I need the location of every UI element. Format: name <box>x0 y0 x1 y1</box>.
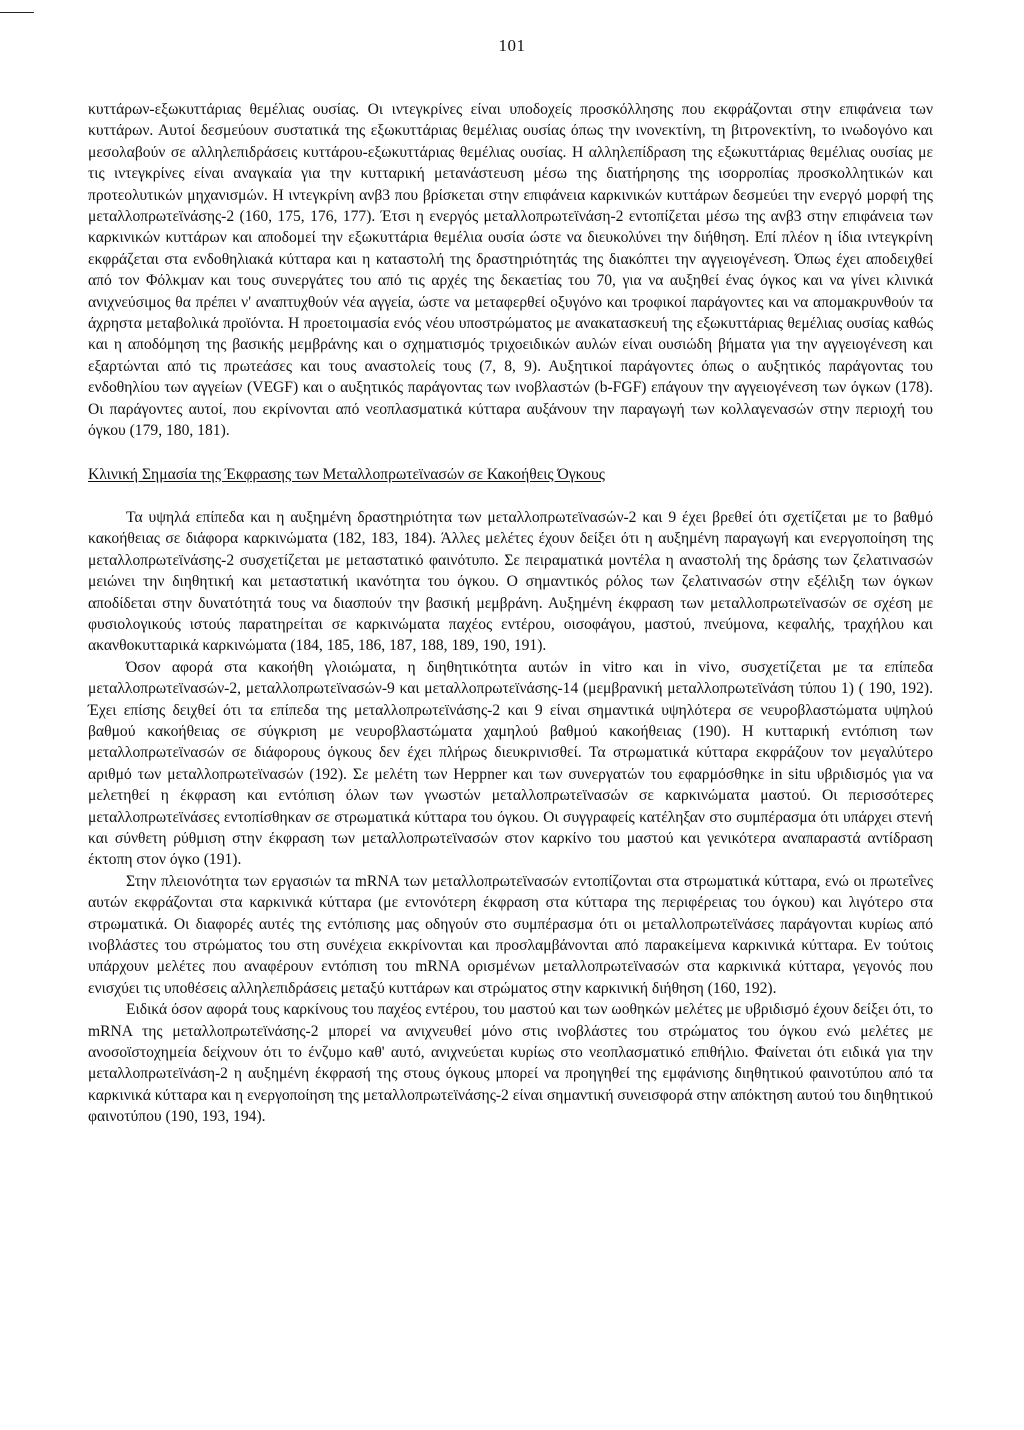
section-heading: Κλινική Σημασία της Έκφρασης των Μεταλλοπρωτεϊνασών σε Κακοήθεις Όγκους <box>88 465 605 483</box>
paragraph-2: Όσον αφορά στα κακοήθη γλοιώματα, η διηθητικότητα αυτών in vitro και in vivo, συσχετίζεται με τα επίπεδα μεταλλοπρωτεϊνασών-2, μεταλλοπρωτεϊνασών-9 και μεταλλοπρωτεϊνάσης-14 (μεμβρανική μεταλλοπρωτεϊνάση τύπου 1) ( 190, 192). Έχει επίσης δειχθεί ότι τα επίπεδα της μεταλλοπρωτεϊνάσης-2 και 9 είναι σημαντικά υψηλότερα σε νευροβλαστώματα υψηλού βαθμού κακοήθειας σε σύγκριση με νευροβλαστώματα χαμηλού βαθμού κακοήθειας (190). Η κυτταρική εντόπιση των μεταλλοπρωτεϊνασών σε διάφορους όγκους δεν έχει πλήρως διευκρινισθεί. Τα στρωματικά κύτταρα εκφράζουν τον μεγαλύτερο αριθμό των μεταλλοπρωτεϊνασών (192). Σε μελέτη των Heppner και των συνεργατών του εφαρμόσθηκε in situ υβριδισμός για να μελετηθεί η έκφραση και εντόπιση όλων των γνωστών μεταλλοπρωτεϊνασών σε καρκινώματα μαστού. Οι περισσότερες μεταλλοπρωτεϊνάσες εντοπίσθηκαν σε στρωματικά κύτταρα του όγκου. Οι συγγραφείς κατέληξαν στο συμπέρασμα ότι υπάρχει στενή και σύνθετη ρύθμιση στην έκφραση των μεταλλοπρωτεϊνασών στον καρκίνο του μαστού και γενικότερα αναπαραστά αντίδραση έκτοπη στον όγκο (191). <box>88 658 933 869</box>
paragraph-3: Στην πλειονότητα των εργασιών τα mRNA των μεταλλοπρωτεϊνασών εντοπίζονται στα στρωματικά κύτταρα, ενώ οι πρωτεΐνες αυτών εκφράζονται στα καρκινικά κύτταρα (με εντονότερη έκφραση στα κύτταρα της περιφέρειας του όγκου) και λιγότερο στα στρωματικά. Οι διαφορές αυτές της εντόπισης μας οδηγούν στο συμπέρασμα ότι οι μεταλλοπρωτεϊνάσες παράγονται κυρίως από ινοβλάστες του στρώματος του στη συνέχεια εκκρίνονται και προσλαμβάνονται από παρακείμενα καρκινικά κύτταρα. Εν τούτοις υπάρχουν μελέτες που αναφέρουν εντόπιση του mRNA ορισμένων μεταλλοπρωτεϊνασών στα καρκινικά κύτταρα, γεγονός που ενισχύει τις υποθέσεις αλληλεπιδράσεις μεταξύ κυττάρων και στρώματος στην καρκινική διήθηση (160, 192). <box>88 872 933 997</box>
document-body <box>88 99 933 1128</box>
paragraph-continued: κυττάρων-εξωκυττάριας θεμέλιας ουσίας. Οι ιντεγκρίνες είναι υποδοχείς προσκόλλησης που εκφράζονται στην επιφάνεια των κυττάρων. Αυτοί δεσμεύουν συστατικά της εξωκυττάριας θεμέλιας ουσίας όπως την ινονεκτίνη, τη βιτρονεκτίνη, το ινωδογόνο και μεσολαβούν σε αλληλεπιδράσεις κυττάρου-εξωκυττάριας θεμέλιας ουσίας. Η αλληλεπίδραση της εξωκυττάριας θεμέλιας ουσίας με τις ιντεγκρίνες είναι αναγκαία για την κυτταρική μετανάστευση μέσω της διατήρησης της ισορροπίας προσκολλητικών και προτεολυτικών μηχανισμών. Η ιντεγκρίνη ανβ3 που βρίσκεται στην επιφάνεια καρκινικών κυττάρων δεσμεύει την ενεργό μορφή της μεταλλοπρωτεϊνάσης-2 (160, 175, 176, 177). Έτσι η ενεργός μεταλλοπρωτεϊνάση-2 εντοπίζεται μέσω της ανβ3 στην επιφάνεια των καρκινικών κυττάρων και αποδομεί την εξωκυττάρια θεμέλια ουσία ώστε να διευκολύνει την διήθηση. Επί πλέον η ίδια ιντεγκρίνη εκφράζεται στα ενδοθηλιακά κύτταρα και η καταστολή της δραστηριότητάς της διακόπτει την αγγειογένεση. Όπως έχει αποδειχθεί από τον Φόλκμαν και τους συνεργάτες του από τις αρχές της δεκαετίας του 70, για να αυξηθεί ένας όγκος και να γίνει κλινικά ανιχνεύσιμος θα πρέπει ν' αναπτυχθούν νέα αγγεία, ώστε να μεταφερθεί οξυγόνο και τροφικοί παράγοντες και να απομακρυνθούν τα άχρηστα μεταβολικά προϊόντα. Η προετοιμασία ενός νέου υποστρώματος με ανακατασκευή της εξωκυττάριας θεμέλιας ουσίας καθώς και η αποδόμηση της βασικής μεμβράνης και ο σχηματισμός τριχοειδικών αυλών είναι ουσιώδη βήματα για την αγγειογένεση και εξαρτώνται από τις πρωτεάσες και τους αναστολείς τους (7, 8, 9). Αυξητικοί παράγοντες όπως ο αυξητικός παράγοντας του ενδοθηλίου των αγγείων (VEGF) και ο αυξητικός παράγοντας των ινοβλαστών (b-FGF) επάγουν την αγγειογένεση των όγκων (178). Οι παράγοντες αυτοί, που εκρίνονται από νεοπλασματικά κύτταρα αυξάνουν την παραγωγή των κολλαγενασών στην περιοχή του όγκου (179, 180, 181). <box>88 101 933 440</box>
paragraph-1: Τα υψηλά επίπεδα και η αυξημένη δραστηριότητα των μεταλλοπρωτεϊνασών-2 και 9 έχει βρεθεί ότι σχετίζεται με το βαθμό κακοήθειας σε διάφορα καρκινώματα (182, 183, 184). Άλλες μελέτες έχουν δείξει ότι η αυξημένη παραγωγή και ενεργοποίηση της μεταλλοπρωτεϊνάσης-2 συσχετίζεται με μεταστατικό φαινότυπο. Σε πειραματικά μοντέλα η αναστολή της δράσης των ζελατινασών μειώνει την διηθητική και μεταστατική ικανότητα του όγκου. Ο σημαντικός ρόλος των ζελατινασών στην εξέλιξη των όγκων αποδίδεται στην δυνατότητά τους να διασπούν την βασική μεμβράνη. Αυξημένη έκφραση των μεταλλοπρωτεϊνασών σε σχέση με φυσιολογικούς ιστούς παρατηρείται σε καρκινώματα παχέος εντέρου, οισοφάγου, μαστού, πνεύμονα, κεφαλής, τραχήλου και ακανθοκυτταρικά καρκινώματα (184, 185, 186, 187, 188, 189, 190, 191). <box>88 508 933 655</box>
page-number: 101 <box>498 36 526 55</box>
paragraph-4: Ειδικά όσον αφορά τους καρκίνους του παχέος εντέρου, του μαστού και των ωοθηκών μελέτες με υβριδισμό έχουν δείξει ότι, το mRNA της μεταλλοπρωτεϊνάσης-2 μπορεί να ανιχνευθεί μόνο στις ινοβλάστες του στρώματος του όγκου ενώ μελέτες με ανοσοϊστοχημεία δείχνουν ότι το ένζυμο καθ' αυτό, ανιχνεύεται κυρίως στο νεοπλασματικό επιθήλιο. Φαίνεται ότι ειδικά για την μεταλλοπρωτεϊνάση-2 η αυξημένη έκφρασή της στους όγκους μπορεί να προηγηθεί της εμφάνισης διηθητικού φαινοτύπου από τα καρκινικά κύτταρα και η ενεργοποίηση της μεταλλοπρωτεϊνάσης-2 είναι σημαντική συνεισφορά στην απόκτηση αυτού του διηθητικού φαινοτύπου (190, 193, 194). <box>88 1001 933 1126</box>
scan-edge-line <box>0 12 34 13</box>
